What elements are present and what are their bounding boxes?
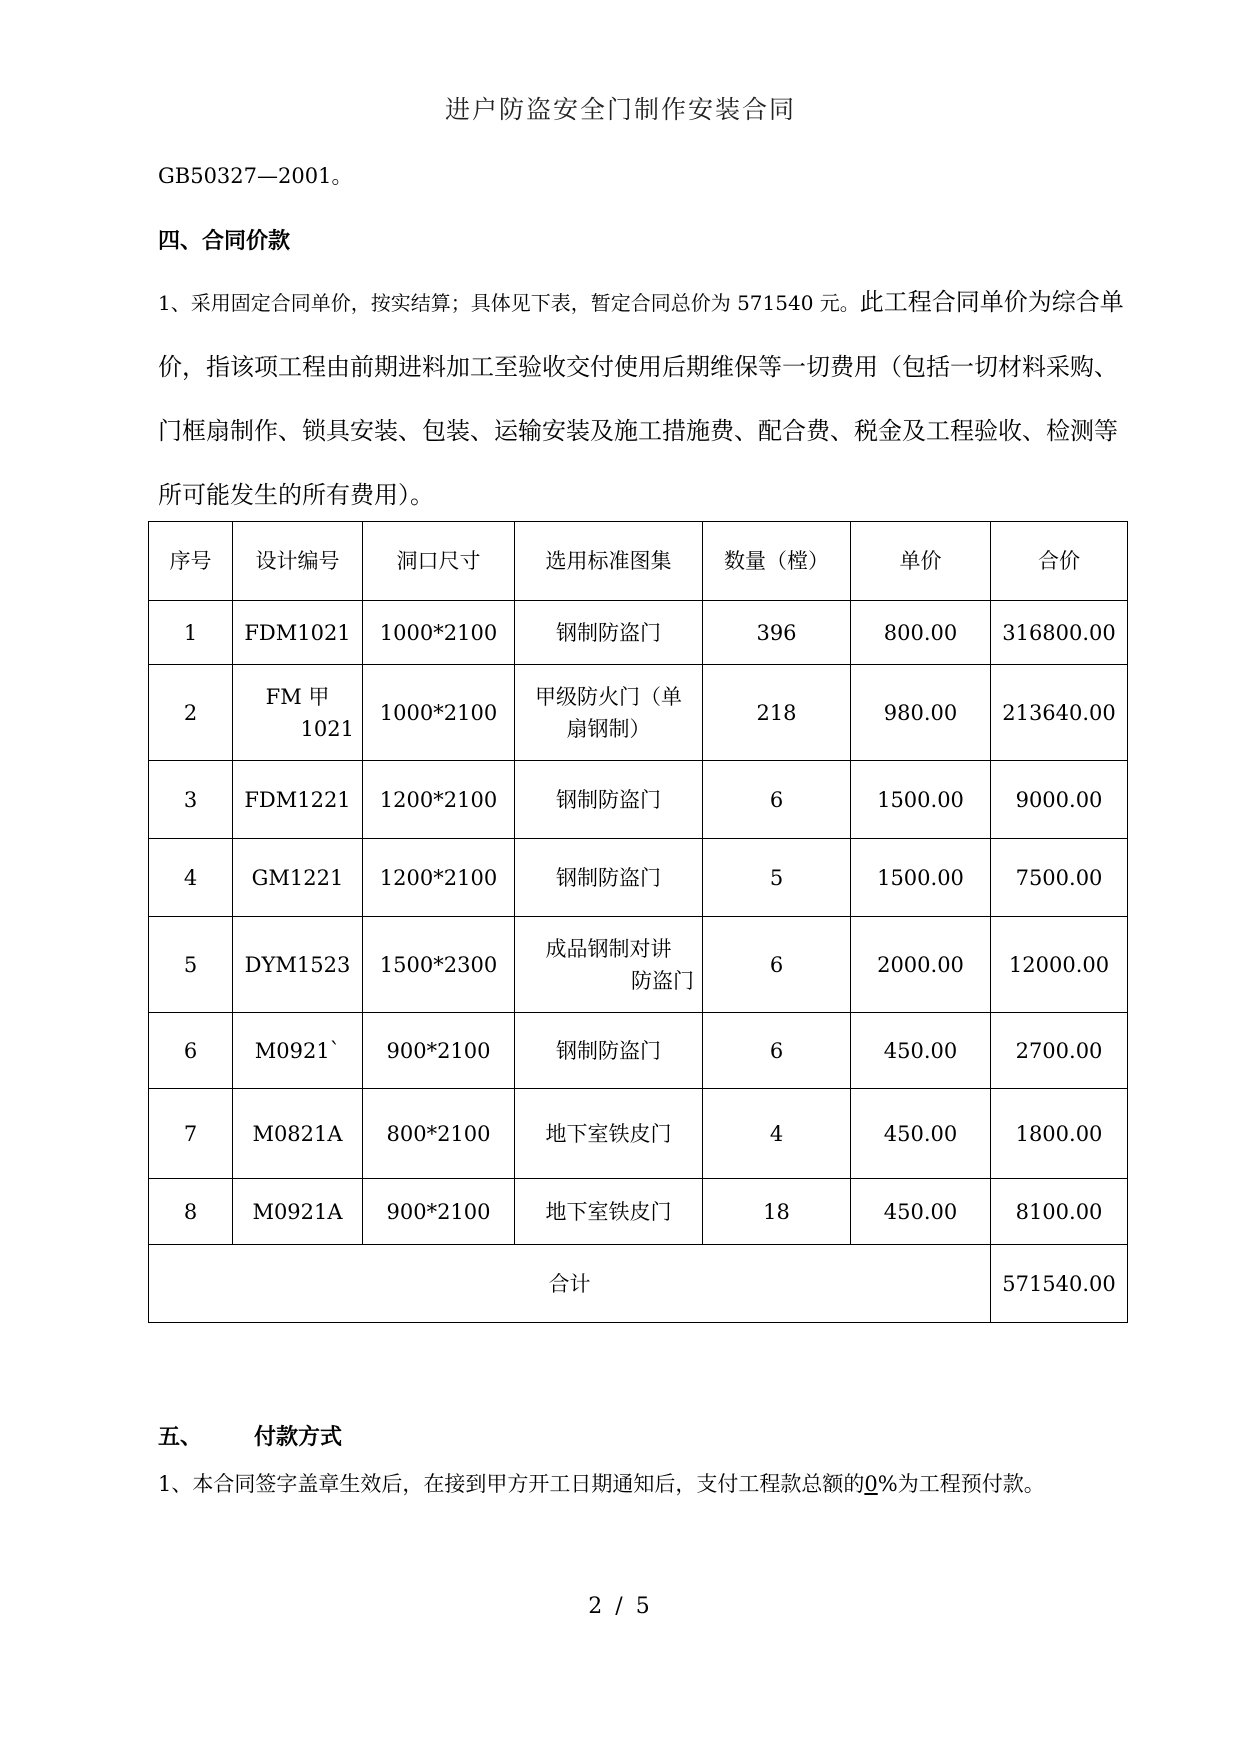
cell-unit-price: 800.00	[851, 601, 991, 665]
cell-design-code: GM1221	[233, 839, 363, 917]
header-opening-size: 洞口尺寸	[363, 522, 515, 601]
cell-quantity: 6	[703, 1013, 851, 1089]
cell-total-price: 9000.00	[991, 761, 1128, 839]
cell-opening-size: 1000*2100	[363, 601, 515, 665]
cell-opening-size: 1000*2100	[363, 665, 515, 761]
price-paragraph-rest: 此工程合同单价为综合单价，指该项工程由前期进料加工至验收交付使用后期维保等一切费用（包括一切材料采购、门框扇制作、锁具安装、包装、运输安装及施工措施费、配合费、税金及工程验收、检测等所可能发生的所有费用）。	[158, 288, 1124, 509]
cell-design-code: FDM1221	[233, 761, 363, 839]
cell-quantity: 18	[703, 1179, 851, 1245]
cell-unit-price: 2000.00	[851, 917, 991, 1013]
header-index: 序号	[149, 522, 233, 601]
cell-index: 2	[149, 665, 233, 761]
cell-opening-size: 800*2100	[363, 1089, 515, 1179]
cell-index: 3	[149, 761, 233, 839]
section-5-heading	[158, 1420, 342, 1451]
cell-quantity: 6	[703, 761, 851, 839]
cell-design-code: DYM1523	[233, 917, 363, 1013]
table-row	[149, 1179, 1128, 1245]
cell-standard-atlas	[515, 917, 703, 1013]
cell-index: 5	[149, 917, 233, 1013]
cell-unit-price: 1500.00	[851, 761, 991, 839]
cell-design-code: M0921A	[233, 1179, 363, 1245]
cell-index: 8	[149, 1179, 233, 1245]
standard-reference: GB50327—2001。	[158, 164, 353, 188]
header-total-price: 合价	[991, 522, 1128, 601]
cell-unit-price: 450.00	[851, 1089, 991, 1179]
cell-design-code: M0921`	[233, 1013, 363, 1089]
header-standard-atlas: 选用标准图集	[515, 522, 703, 601]
cell-opening-size: 1500*2300	[363, 917, 515, 1013]
cell-opening-size: 900*2100	[363, 1179, 515, 1245]
cell-standard-atlas: 钢制防盗门	[515, 601, 703, 665]
cell-index: 4	[149, 839, 233, 917]
cell-opening-size: 1200*2100	[363, 761, 515, 839]
cell-unit-price: 450.00	[851, 1179, 991, 1245]
table-row	[149, 1089, 1128, 1179]
atlas-line-1: 甲级防火门（单	[535, 684, 682, 709]
cell-quantity: 396	[703, 601, 851, 665]
page-header-title: 进户防盗安全门制作安装合同	[444, 95, 796, 124]
cell-unit-price: 980.00	[851, 665, 991, 761]
price-paragraph	[158, 270, 1124, 527]
cell-index: 7	[149, 1089, 233, 1179]
payment-percent-value: 0	[864, 1472, 878, 1496]
cell-standard-atlas: 钢制防盗门	[515, 761, 703, 839]
cell-quantity: 218	[703, 665, 851, 761]
table-total-row	[149, 1245, 1128, 1323]
cell-unit-price: 1500.00	[851, 839, 991, 917]
cell-total-price: 213640.00	[991, 665, 1128, 761]
total-value: 571540.00	[991, 1245, 1128, 1323]
cell-design-code	[233, 665, 363, 761]
cell-standard-atlas: 地下室铁皮门	[515, 1089, 703, 1179]
cell-quantity: 5	[703, 839, 851, 917]
cell-index: 1	[149, 601, 233, 665]
design-code-line-2: 1021	[300, 716, 354, 741]
cell-standard-atlas: 地下室铁皮门	[515, 1179, 703, 1245]
table-row	[149, 665, 1128, 761]
price-table	[148, 521, 1128, 1323]
section-5-number: 五、	[158, 1425, 203, 1450]
cell-quantity: 6	[703, 917, 851, 1013]
payment-text-after: %为工程预付款。	[877, 1472, 1045, 1496]
cell-standard-atlas: 钢制防盗门	[515, 839, 703, 917]
section-5-title: 付款方式	[254, 1425, 343, 1450]
total-label: 合计	[149, 1245, 991, 1323]
cell-total-price: 2700.00	[991, 1013, 1128, 1089]
design-code-line-1: FM 甲	[265, 684, 330, 709]
table-row	[149, 917, 1128, 1013]
cell-standard-atlas	[515, 665, 703, 761]
cell-total-price: 316800.00	[991, 601, 1128, 665]
table-header-row	[149, 522, 1128, 601]
cell-total-price: 12000.00	[991, 917, 1128, 1013]
cell-total-price: 7500.00	[991, 839, 1128, 917]
payment-text-before: 1、本合同签字盖章生效后，在接到甲方开工日期通知后，支付工程款总额的	[158, 1472, 865, 1496]
cell-design-code: M0821A	[233, 1089, 363, 1179]
cell-opening-size: 900*2100	[363, 1013, 515, 1089]
table-row	[149, 601, 1128, 665]
header-quantity: 数量（樘）	[703, 522, 851, 601]
header-unit-price: 单价	[851, 522, 991, 601]
table-row	[149, 761, 1128, 839]
table-row	[149, 1013, 1128, 1089]
atlas-line-2: 防盗门	[631, 968, 694, 993]
cell-standard-atlas: 钢制防盗门	[515, 1013, 703, 1089]
cell-total-price: 8100.00	[991, 1179, 1128, 1245]
cell-total-price: 1800.00	[991, 1089, 1128, 1179]
cell-opening-size: 1200*2100	[363, 839, 515, 917]
atlas-line-2: 扇钢制）	[566, 716, 651, 741]
price-paragraph-lead: 1、采用固定合同单价，按实结算；具体见下表，暂定合同总价为 571540 元。	[158, 291, 860, 315]
cell-quantity: 4	[703, 1089, 851, 1179]
cell-design-code: FDM1021	[233, 601, 363, 665]
cell-unit-price: 450.00	[851, 1013, 991, 1089]
payment-paragraph	[158, 1460, 1124, 1508]
table-row	[149, 839, 1128, 917]
header-design-code: 设计编号	[233, 522, 363, 601]
cell-index: 6	[149, 1013, 233, 1089]
page-number: 2 / 5	[588, 1594, 653, 1619]
section-4-heading: 四、合同价款	[158, 229, 291, 254]
atlas-line-1: 成品钢制对讲	[545, 936, 672, 961]
